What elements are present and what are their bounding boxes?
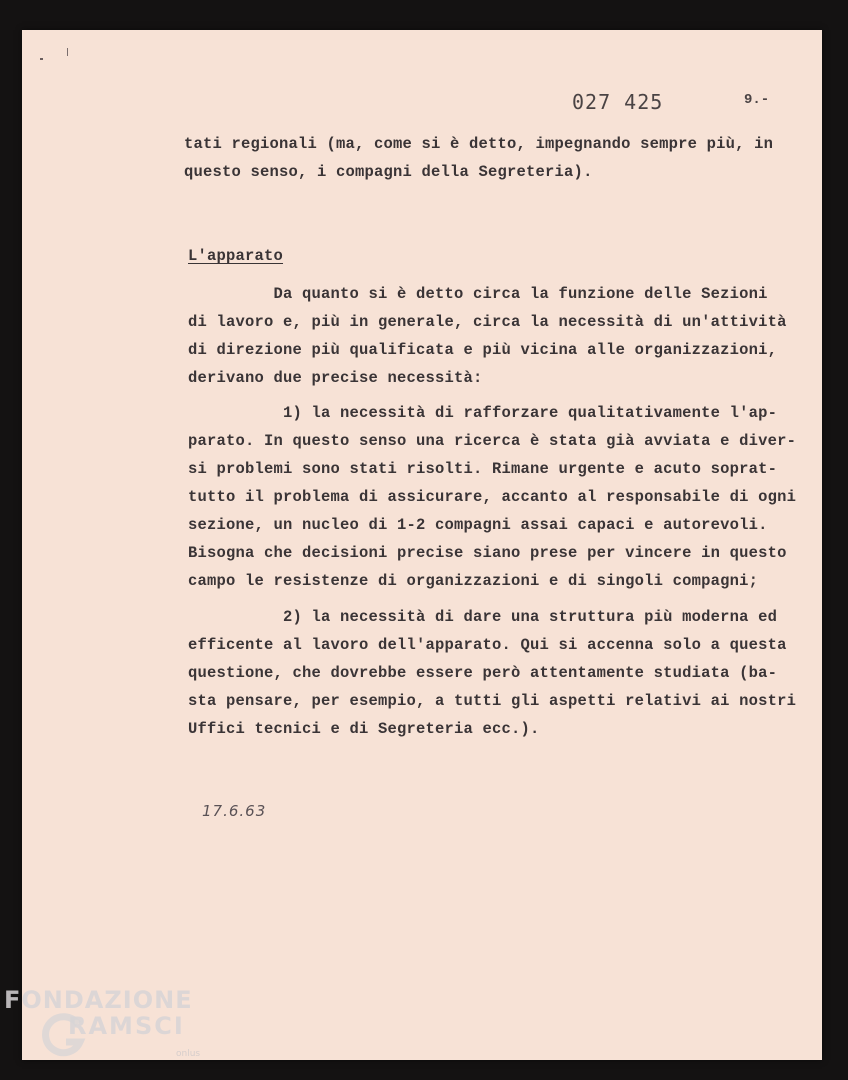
text-line: di lavoro e, più in generale, circa la necessità di un'attività [188, 313, 787, 331]
watermark-logo [4, 986, 201, 1059]
text-line: sezione, un nucleo di 1-2 compagni assai capaci e autorevoli. [188, 516, 768, 534]
page-mark [67, 48, 68, 56]
text-line: di direzione più qualificata e più vicina alle organizzazioni, [188, 341, 778, 359]
text-line: Uffici tecnici e di Segreteria ecc.). [188, 720, 540, 738]
text-line: tutto il problema di assicurare, accanto al responsabile di ogni [188, 488, 797, 506]
text-line: parato. In questo senso una ricerca è stata già avviata e diver- [188, 432, 797, 450]
text-line: efficente al lavoro dell'apparato. Qui si accenna solo a questa [188, 636, 787, 654]
watermark-line1: FONDAZIONE [4, 986, 193, 1014]
text-line: Bisogna che decisioni precise siano prese per vincere in questo [188, 544, 787, 562]
text-line: si problemi sono stati risolti. Rimane urgente e acuto soprat- [188, 460, 778, 478]
text-line: sta pensare, per esempio, a tutti gli aspetti relativi ai nostri [188, 692, 797, 710]
watermark-g-icon [38, 1010, 88, 1060]
text-line: derivano due precise necessità: [188, 369, 483, 387]
document-page [22, 30, 822, 1060]
watermark-line2: RAMSCI [68, 1012, 185, 1040]
section-heading: L'apparato [188, 247, 284, 265]
text-line: campo le resistenze di organizzazioni e di singoli compagni; [188, 572, 759, 590]
text-line: tati regionali (ma, come si è detto, impegnando sempre più, in [184, 135, 774, 153]
handwritten-date: 17.6.63 [202, 802, 267, 820]
text-line: questo senso, i compagni della Segreteria). [184, 163, 593, 181]
page-sequence: 9.- [744, 92, 770, 108]
page-speck [40, 58, 43, 60]
text-line: questione, che dovrebbe essere però attentamente studiata (ba- [188, 664, 778, 682]
archive-number: 027 425 [572, 90, 664, 114]
watermark-small: onlus [176, 1049, 201, 1059]
text-line: 1) la necessità di rafforzare qualitativamente l'ap- [188, 404, 778, 422]
text-line: 2) la necessità di dare una struttura più moderna ed [188, 608, 778, 626]
text-line: Da quanto si è detto circa la funzione delle Sezioni [188, 285, 768, 303]
